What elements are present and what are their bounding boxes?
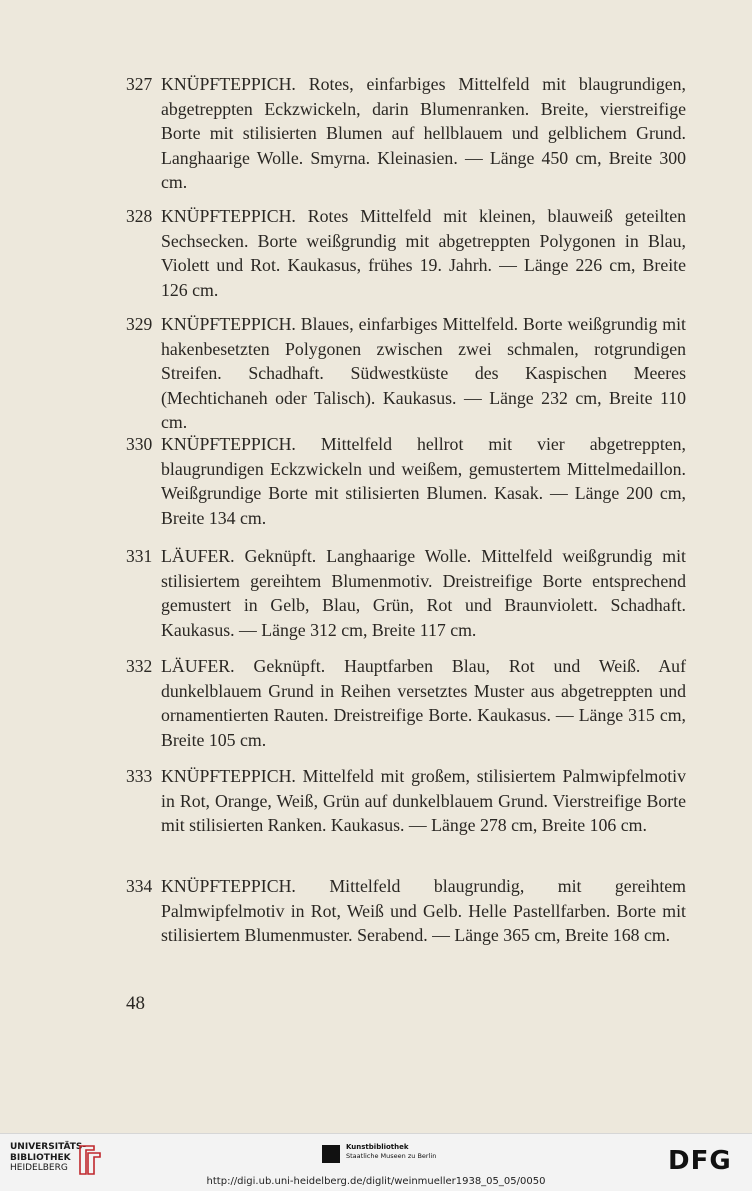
- dfg-logo[interactable]: DFG: [668, 1146, 732, 1176]
- entry-number: 327: [126, 74, 153, 94]
- ub-logo-line3: HEIDELBERG: [10, 1163, 68, 1173]
- kunstbibliothek-logo[interactable]: [322, 1143, 436, 1163]
- entry-text: KNÜPFTEPPICH. Mittelfeld hellrot mit vier abgetreppten, blaugrundigen Eckzwickeln und weißem, gemustertem Mittelmedaillon. Weißgrundige Borte mit stilisierten Blumen. Kasak. — Länge 200 cm, Breite 134 cm.: [161, 434, 686, 528]
- entry-text: KNÜPFTEPPICH. Blaues, einfarbiges Mittelfeld. Borte weißgrundig mit hakenbesetzten Polygonen zwischen zwei schmalen, rotgrundigen Streifen. Schadhaft. Südwestküste des Kaspischen Meeres (Mechtichaneh oder Talisch). Kaukasus. — Länge 232 cm, Breite 110 cm.: [161, 314, 686, 432]
- kb-line1: Kunstbibliothek: [346, 1143, 409, 1151]
- catalog-entry-333: [126, 764, 686, 838]
- entry-number: 331: [126, 546, 153, 566]
- kunstbibliothek-text: [346, 1143, 436, 1161]
- entry-number: 330: [126, 434, 153, 454]
- catalog-entry-328: [126, 204, 686, 302]
- viewer-footer: [0, 1133, 752, 1191]
- entry-number: 332: [126, 656, 153, 676]
- entry-number: 329: [126, 314, 153, 334]
- ub-logo-line1: UNIVERSITÄTS-: [10, 1142, 87, 1152]
- kb-line2: Staatliche Museen zu Berlin: [346, 1152, 437, 1160]
- catalog-entry-332: [126, 654, 686, 752]
- entry-number: 328: [126, 206, 153, 226]
- entry-number: 333: [126, 766, 153, 786]
- ub-logo-line2: BIBLIOTHEK: [10, 1152, 71, 1163]
- catalog-entry-330: [126, 432, 686, 530]
- kunstbibliothek-icon: [322, 1145, 340, 1163]
- ub-heidelberg-logo[interactable]: [10, 1142, 86, 1174]
- entry-number: 334: [126, 876, 153, 896]
- entry-text: LÄUFER. Geknüpft. Langhaarige Wolle. Mittelfeld weißgrundig mit stilisiertem gereihtem Blumenmotiv. Dreistreifige Borte entsprechend gemustert in Gelb, Blau, Grün, Rot und Braunviolett. Schadhaft. Kaukasus. — Länge 312 cm, Breite 117 cm.: [161, 546, 686, 640]
- ub-emblem-icon: [76, 1144, 104, 1176]
- catalog-entry-331: [126, 544, 686, 642]
- catalog-entry-329: [126, 312, 686, 435]
- entry-text: KNÜPFTEPPICH. Mittelfeld mit großem, stilisiertem Palmwipfelmotiv in Rot, Orange, Weiß, Grün auf dunkelblauem Grund. Vierstreifige Borte mit stilisierten Ranken. Kaukasus. — Länge 278 cm, Breite 106 cm.: [161, 766, 686, 835]
- page-number: 48: [126, 993, 145, 1014]
- source-url[interactable]: http://digi.ub.uni-heidelberg.de/diglit/weinmueller1938_05_05/0050: [206, 1176, 546, 1187]
- catalog-entry-334: [126, 874, 686, 948]
- catalog-entry-327: [126, 72, 686, 195]
- entry-text: KNÜPFTEPPICH. Rotes Mittelfeld mit kleinen, blauweiß geteilten Sechsecken. Borte weißgrundig mit abgetreppten Polygonen in Blau, Violett und Rot. Kaukasus, frühes 19. Jahrh. — Länge 226 cm, Breite 126 cm.: [161, 206, 686, 300]
- entry-text: KNÜPFTEPPICH. Rotes, einfarbiges Mittelfeld mit blaugrundigen, abgetreppten Eckzwickeln, darin Blumenranken. Breite, vierstreifige Borte mit stilisierten Blumen auf hellblauem und gelblichem Grund. Langhaarige Wolle. Smyrna. Kleinasien. — Länge 450 cm, Breite 300 cm.: [161, 74, 686, 192]
- entry-text: KNÜPFTEPPICH. Mittelfeld blaugrundig, mit gereihtem Palmwipfelmotiv in Rot, Weiß und Gelb. Helle Pastellfarben. Borte mit stilisiertem Blumenmuster. Serabend. — Länge 365 cm, Breite 168 cm.: [161, 876, 686, 945]
- entry-text: LÄUFER. Geknüpft. Hauptfarben Blau, Rot und Weiß. Auf dunkelblauem Grund in Reihen versetztes Muster aus abgetreppten und ornamentierten Rauten. Dreistreifige Borte. Kaukasus. — Länge 315 cm, Breite 105 cm.: [161, 656, 686, 750]
